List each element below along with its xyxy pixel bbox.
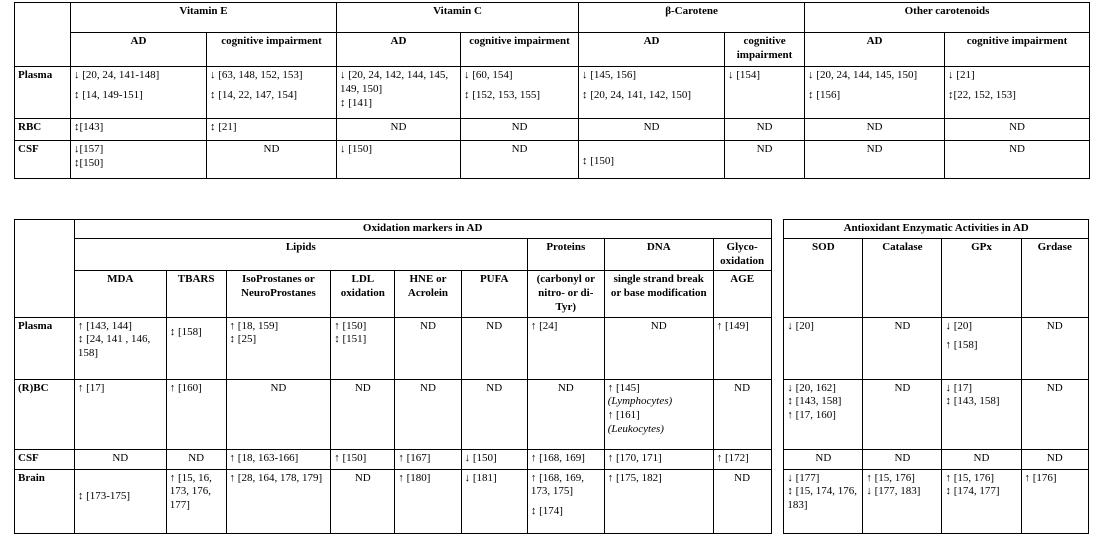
cell-entry: ↕ [156]	[808, 88, 841, 101]
cell-entry: ↓[157]	[74, 143, 104, 155]
table-cell	[461, 449, 527, 469]
cell-entry: ↑ [18, 159]	[229, 319, 279, 332]
table-cell	[784, 449, 863, 469]
table-cell	[207, 67, 337, 119]
cell-entry: ↑ [168, 169]	[530, 451, 585, 464]
cell-entry: ↓ [150]	[464, 451, 497, 464]
cell-entry: ↕[22, 152, 153]	[948, 88, 1016, 101]
cell-entry: ↓ [60, 154]	[464, 69, 513, 81]
table-cell	[166, 469, 226, 533]
cell-entry: ND	[734, 471, 751, 484]
table-cell	[71, 119, 207, 141]
cell-entry: ↓ [20]	[787, 319, 814, 332]
table-cell	[226, 449, 331, 469]
cell-entry: ↑ [143, 144]	[77, 319, 132, 332]
table-cell	[1021, 469, 1089, 533]
cell-entry: ↑ [15, 176]	[866, 471, 915, 484]
cell-entry: ND	[511, 143, 528, 155]
oxidation-markers-header: Oxidation markers in AD	[74, 220, 771, 239]
cell-entry: ↑ [167]	[398, 451, 431, 464]
cell-entry: ↓ [177, 183]	[866, 485, 921, 498]
table-cell	[395, 379, 461, 449]
table-cell	[461, 317, 527, 379]
row-label: RBC	[15, 119, 71, 141]
cognitive-subheader: cognitive impairment	[725, 33, 805, 67]
table-cell	[713, 469, 771, 533]
antioxidant-enzymes-header: Antioxidant Enzymatic Activities in AD	[784, 220, 1089, 239]
table-cell	[337, 67, 461, 119]
group-header: β-Carotene	[579, 3, 805, 33]
ad-subheader: AD	[71, 33, 207, 67]
table-cell	[461, 67, 579, 119]
group-header: Vitamin E	[71, 3, 337, 33]
cell-entry: ↕ [14, 149-151]	[74, 88, 143, 101]
table-cell	[579, 67, 725, 119]
proteins-header: Proteins	[527, 238, 604, 271]
table-cell	[337, 119, 461, 141]
cell-entry: ND	[894, 381, 911, 394]
table-cell	[395, 317, 461, 379]
table-cell	[784, 469, 863, 533]
table-cell	[713, 317, 771, 379]
table-row	[15, 379, 1089, 449]
lipid-col-header: IsoProstanes or NeuroProstanes	[226, 271, 331, 317]
glyco-header: Glyco-oxidation	[713, 238, 771, 271]
cell-entry: ↕ [21]	[210, 121, 237, 133]
cell-entry: ND	[866, 143, 883, 155]
lipid-col-header: LDL oxidation	[331, 271, 395, 317]
table-cell	[579, 141, 725, 179]
table-cell	[604, 317, 713, 379]
cell-entry: ND	[894, 451, 911, 464]
group-header: Other carotenoids	[805, 3, 1090, 33]
table-cell	[461, 141, 579, 179]
table-cell	[604, 449, 713, 469]
enzyme-header: Catalase	[863, 238, 942, 317]
table-cell	[461, 119, 579, 141]
table-cell	[713, 449, 771, 469]
cell-entry: ↓ [20, 162]	[787, 381, 836, 394]
separator	[771, 379, 784, 449]
cell-entry: ↕ [151]	[334, 333, 367, 346]
cell-entry: ND	[734, 381, 751, 394]
table-cell	[461, 469, 527, 533]
table-cell	[945, 141, 1090, 179]
row-label: Brain	[15, 469, 75, 533]
cell-entry: ↓ [17]	[945, 381, 973, 394]
proteins-subheader: (carbonyl or nitro- or di-Tyr)	[527, 271, 604, 317]
cell-entry: ↑ [168, 169, 173, 175]	[530, 471, 584, 498]
cell-entry: ND	[1046, 319, 1063, 332]
table-cell	[604, 469, 713, 533]
table-cell	[725, 141, 805, 179]
separator	[771, 220, 784, 318]
lipid-col-header: MDA	[74, 271, 166, 317]
glyco-subheader: AGE	[713, 271, 771, 317]
cell-entry: ↕ [174]	[530, 505, 563, 517]
cell-entry: ↑ [17]	[77, 381, 105, 394]
cell-entry: ND	[756, 143, 773, 155]
table-row	[15, 469, 1089, 533]
cell-entry: ↕ [143, 158]	[787, 395, 842, 408]
cell-entry: (Leukocytes)	[607, 422, 664, 435]
cell-entry: ↑ [149]	[716, 319, 749, 332]
table-cell	[166, 379, 226, 449]
table-row	[15, 449, 1089, 469]
table-cell	[527, 469, 604, 533]
cell-entry: ↑ [158]	[945, 339, 978, 352]
table-cell	[579, 119, 725, 141]
cell-entry: ND	[486, 381, 503, 394]
table-cell	[74, 469, 166, 533]
cell-entry: ND	[354, 381, 371, 394]
cell-entry: ↕[150]	[74, 156, 104, 169]
row-label: CSF	[15, 141, 71, 179]
cell-entry: ↑ [160]	[169, 381, 202, 394]
cell-entry: ND	[866, 121, 883, 133]
cell-entry: ND	[354, 471, 371, 484]
cell-entry: ↕ [150]	[582, 155, 615, 167]
table-cell	[74, 317, 166, 379]
cognitive-subheader: cognitive impairment	[945, 33, 1090, 67]
cell-entry: ↕ [15, 174, 176, 183]	[787, 485, 857, 511]
cell-entry: ND	[112, 451, 129, 464]
oxidation-markers-table	[14, 219, 1089, 534]
table-cell	[863, 469, 942, 533]
cell-entry: ND	[188, 451, 205, 464]
row-label: CSF	[15, 449, 75, 469]
table-cell	[74, 449, 166, 469]
cell-entry: ↕ [20, 24, 141, 142, 150]	[582, 88, 692, 101]
cell-entry: ↕[143]	[74, 121, 104, 133]
separator	[771, 317, 784, 379]
table-cell	[945, 119, 1090, 141]
table-cell	[942, 379, 1021, 449]
table-cell	[337, 141, 461, 179]
row-label: Plasma	[15, 67, 71, 119]
cell-entry: ND	[420, 381, 436, 394]
table-cell	[604, 379, 713, 449]
cognitive-subheader: cognitive impairment	[461, 33, 579, 67]
cell-entry: ↓ [177]	[787, 471, 820, 484]
cell-entry: ↕ [158]	[169, 325, 202, 338]
cell-entry: ↕ [24, 141 , 146, 158]	[77, 333, 151, 359]
table-cell	[395, 449, 461, 469]
cell-entry: ND	[1009, 143, 1025, 155]
table-cell	[71, 141, 207, 179]
table-cell	[207, 141, 337, 179]
row-label: Plasma	[15, 317, 75, 379]
cell-entry: ND	[894, 319, 911, 332]
cell-entry: ND	[643, 121, 660, 133]
cell-entry: ↓ [145, 156]	[582, 69, 637, 81]
table-cell	[395, 469, 461, 533]
cell-entry: ↓ [150]	[340, 143, 373, 155]
enzyme-header: Grdase	[1021, 238, 1089, 317]
cell-entry: ↓ [154]	[728, 69, 761, 81]
table-cell	[226, 379, 331, 449]
table-cell	[725, 119, 805, 141]
cell-entry: ↕ [152, 153, 155]	[464, 88, 541, 101]
table-cell	[71, 67, 207, 119]
table-cell	[1021, 449, 1089, 469]
cell-entry: ND	[1046, 451, 1063, 464]
cell-entry: ND	[390, 121, 407, 133]
cell-entry: ND	[973, 451, 990, 464]
table-cell	[784, 379, 863, 449]
table-row	[15, 119, 1090, 141]
cell-entry: ND	[270, 381, 287, 394]
cell-entry: ND	[420, 319, 436, 332]
table-cell	[805, 67, 945, 119]
dna-header: DNA	[604, 238, 713, 271]
table-cell	[942, 469, 1021, 533]
ad-subheader: AD	[805, 33, 945, 67]
cell-entry: ↕ [141]	[340, 96, 373, 109]
table-cell	[942, 317, 1021, 379]
table-cell	[331, 379, 395, 449]
table-row	[15, 141, 1090, 179]
cell-entry: ND	[815, 451, 832, 464]
cell-entry: ↑ [145]	[607, 381, 640, 394]
dna-subheader: single strand break or base modification	[604, 271, 713, 317]
lipids-header: Lipids	[74, 238, 527, 271]
cell-entry: ↑ [172]	[716, 451, 749, 464]
cell-entry: ↕ [174, 177]	[945, 485, 1000, 498]
cell-entry: ND	[486, 319, 503, 332]
table-cell	[942, 449, 1021, 469]
cell-entry: ↑ [28, 164, 178, 179]	[229, 471, 323, 484]
corner-cell	[15, 3, 71, 67]
ad-subheader: AD	[579, 33, 725, 67]
table-cell	[1021, 317, 1089, 379]
cell-entry: ↓ [63, 148, 152, 153]	[210, 69, 303, 81]
table-cell	[527, 317, 604, 379]
table-cell	[863, 449, 942, 469]
ad-subheader: AD	[337, 33, 461, 67]
cell-entry: ↕ [14, 22, 147, 154]	[210, 88, 298, 101]
cell-entry: ↑ [18, 163-166]	[229, 451, 299, 464]
table-cell	[1021, 379, 1089, 449]
row-label: (R)BC	[15, 379, 75, 449]
separator	[771, 469, 784, 533]
table-cell	[207, 119, 337, 141]
cell-entry: (Lymphocytes)	[607, 395, 673, 408]
cell-entry: ND	[650, 319, 667, 332]
cell-entry: ↕ [25]	[229, 333, 257, 346]
table-cell	[166, 449, 226, 469]
table-cell	[945, 67, 1090, 119]
cell-entry: ↑ [15, 176]	[945, 471, 995, 484]
lipid-col-header: TBARS	[166, 271, 226, 317]
table-cell	[331, 317, 395, 379]
cell-entry: ↑ [17, 160]	[787, 409, 836, 421]
table-cell	[713, 379, 771, 449]
cell-entry: ↕ [173-175]	[77, 489, 131, 502]
group-header: Vitamin C	[337, 3, 579, 33]
cell-entry: ↑ [175, 182]	[607, 471, 662, 484]
table-cell	[527, 449, 604, 469]
table-cell	[331, 449, 395, 469]
cell-entry: ND	[263, 143, 280, 155]
table-cell	[527, 379, 604, 449]
separator	[771, 449, 784, 469]
table-cell	[226, 317, 331, 379]
cell-entry: ND	[1046, 381, 1063, 394]
cell-entry: ↑ [150]	[334, 451, 367, 464]
cell-entry: ↑ [170, 171]	[607, 451, 662, 464]
cell-entry: ↓ [20, 24, 144, 145, 150]	[808, 69, 918, 81]
cell-entry: ND	[1009, 121, 1025, 133]
cell-entry: ND	[511, 121, 528, 133]
cell-entry: ↑ [176]	[1024, 471, 1057, 484]
table-cell	[331, 469, 395, 533]
vitamins-table	[14, 2, 1090, 179]
cell-entry: ND	[756, 121, 773, 133]
table-cell	[226, 469, 331, 533]
enzyme-header: GPx	[942, 238, 1021, 317]
cell-entry: ↑ [24]	[530, 319, 558, 332]
table-cell	[725, 67, 805, 119]
table-row	[15, 67, 1090, 119]
lipid-col-header: HNE or Acrolein	[395, 271, 461, 317]
cell-entry: ↑ [161]	[607, 409, 640, 421]
table-cell	[863, 379, 942, 449]
table-cell	[74, 379, 166, 449]
enzyme-header: SOD	[784, 238, 863, 317]
corner-cell	[15, 220, 75, 318]
table-cell	[805, 119, 945, 141]
cognitive-subheader: cognitive impairment	[207, 33, 337, 67]
table-cell	[805, 141, 945, 179]
table-row	[15, 317, 1089, 379]
table-cell	[863, 317, 942, 379]
cell-entry: ↓ [20, 24, 141-148]	[74, 69, 160, 81]
lipid-col-header: PUFA	[461, 271, 527, 317]
cell-entry: ↑ [15, 16, 173, 176, 177]	[169, 471, 212, 511]
cell-entry: ↓ [20, 24, 142, 144, 145, 149, 150]	[340, 69, 449, 95]
table-cell	[784, 317, 863, 379]
cell-entry: ↑ [150]	[334, 319, 367, 332]
cell-entry: ↕ [143, 158]	[945, 395, 1000, 408]
cell-entry: ↓ [181]	[464, 471, 497, 484]
cell-entry: ↓ [21]	[948, 69, 975, 81]
cell-entry: ↑ [180]	[398, 471, 431, 484]
table-cell	[461, 379, 527, 449]
cell-entry: ↓ [20]	[945, 319, 973, 332]
cell-entry: ND	[557, 381, 574, 394]
table-cell	[166, 317, 226, 379]
